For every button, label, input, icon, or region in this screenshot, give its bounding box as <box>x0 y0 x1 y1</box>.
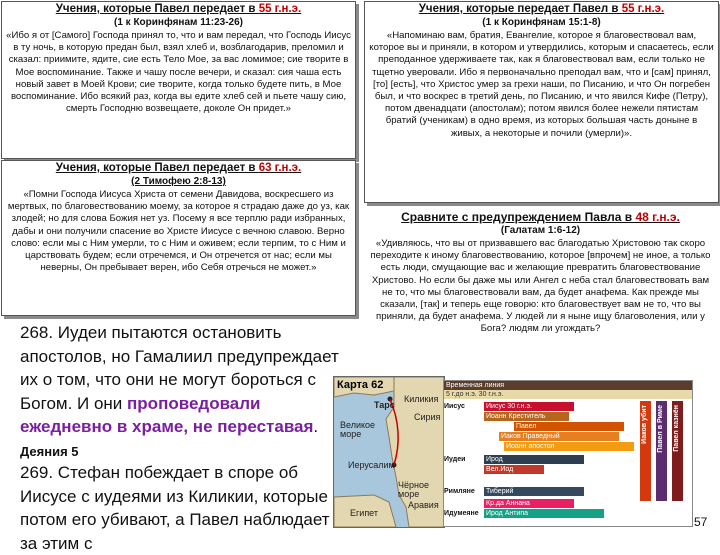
box-timothy-2 <box>1 160 356 316</box>
timeline-bar: Ирод <box>484 455 584 464</box>
timeline-label: Иисус <box>444 403 465 410</box>
timeline-header: Временная линия <box>444 381 692 390</box>
label-syria: Сирия <box>414 412 441 422</box>
label-tars: Тарс <box>374 400 395 410</box>
timeline-vertical-bar: Иаков убит <box>640 401 651 501</box>
box-title-galatians: Сравните с предупреждением Павла в 48 г.н.э. <box>401 210 680 224</box>
timeline-bar: Иоанн Креститель <box>484 412 569 421</box>
label-sea: Великое море <box>340 420 376 439</box>
year-63: 63 г.н.э. <box>258 162 302 174</box>
timeline-vertical-bar: Павел казнён <box>672 401 683 501</box>
acts-reference: Деяния 5 <box>20 443 79 459</box>
timeline-bar: Тиберий <box>484 487 584 496</box>
highlighted-phrase: проповедовали ежедневно в храме, не переставая <box>20 393 314 436</box>
label-dead-sea: Чёрное море <box>398 480 429 499</box>
scripture-reference: (1 к Коринфянам 11:23-26) <box>114 17 243 28</box>
timeline-chart <box>443 380 693 527</box>
paragraph-269: 269. Стефан побеждает в споре об Иисусе с иудеями из Киликии, которые потом его убивают, а Павел наблюдает за этим с <box>20 463 330 553</box>
box-title-timothy: Учения, которые Павел передает в 63 г.н.э. <box>55 162 302 174</box>
timeline-years: 5 г.до н.э. 30 г.н.э. <box>444 390 692 399</box>
timeline-vertical-bar: Павел в Риме <box>656 401 667 501</box>
year-55: 55 г.н.э. <box>258 3 302 15</box>
scripture-reference: (1 к Коринфянам 15:1-8) <box>482 17 601 28</box>
timeline-label: Идумеяне <box>444 510 479 517</box>
timeline-bar: Вел.Иод <box>484 465 544 474</box>
map-62 <box>333 376 445 528</box>
year-55: 55 г.н.э. <box>621 3 665 15</box>
label-arabia: Аравия <box>408 500 439 510</box>
scripture-text: «Удивляюсь, что вы от призвавшего вас благодатью Христовою так скоро переходите к иному благовествованию, которое [впрочем] не иное, а только есть люди, смущающие вас и желающие превратить благовествование Христово. Но если бы даже мы или Ангел с неба стал благовествовать вам не то, что мы благовествовали вам, да будет анафема. Как прежде мы сказали, [так] и теперь еще говорю: кто благовествует вам не то, что вы приняли, да будет анафема. У людей ли я ныне ищу благоволения, или у Бога? людям ли угождать? <box>370 238 711 335</box>
timeline-bar: Иисус 30 г.н.э. <box>484 402 574 411</box>
page-number: 57 <box>694 515 708 529</box>
timeline-bar: Кр.да Аннана <box>484 499 574 508</box>
map-title: Карта 62 <box>337 379 384 391</box>
box-galatians <box>364 210 717 375</box>
box-title-corinthians-11: Учения, которые Павел передает в 55 г.н.э. <box>55 3 302 15</box>
scripture-text: «Ибо я от [Самого] Господа принял то, что и вам передал, что Господь Иисус в ту ночь, в которую предан был, взял хлеб и, возблагодарив, преломил и сказал: приимите, ядите, сие есть Тело Мое, за вас ломимое; сие творите в Мое воспоминание. Также и чашу после вечери, и сказал: сия чаша есть новый завет в Моей Крови; сие творите, когда только будете пить, в Мое воспоминание. Ибо всякий раз, когда вы едите хлеб сей и пьете чашу сию, смерть Господню возвещаете, доколе Он придет.» <box>6 30 351 115</box>
label-jerusalem: Иерусалим <box>348 460 395 470</box>
timeline-bar: Ирод Антипа <box>484 509 604 518</box>
scripture-text: «Помни Господа Иисуса Христа от семени Давидова, воскресшего из мертвых, по благовествованию моему, за которое я страдаю даже до уз, как злодей; но для слова Божия нет уз. Посему я все терплю ради избранных, дабы и они получили спасение во Христе Иисусе с вечною славою. Верно слово: если мы с Ним умерли, то с Ним и оживем; если терпим, то с Ним и царствовать будем; если отречемся, и Он отречется от нас; если мы неверны, Он пребывает верен, ибо Себя отречься не может.» <box>7 189 350 274</box>
paragraph-268: 268. Иудеи пытаются остановить апостолов, но Гамалиил предупреждает их о том, что они не могут бороться с Богом. И они проповедовали ежедневно в храме, не переставая. Деяния 5 <box>20 323 339 459</box>
scripture-reference: (Галатам 1:6-12) <box>500 225 581 236</box>
box-corinthians-15 <box>364 1 719 203</box>
label-egypt: Египет <box>350 508 379 518</box>
box-corinthians-11 <box>1 1 356 159</box>
timeline-bar: Иаков Праведный <box>499 432 619 441</box>
timeline-label: Иудеи <box>444 456 466 463</box>
year-48: 48 г.н.э. <box>635 210 680 224</box>
timeline-label: Римляне <box>444 488 475 495</box>
scripture-text: «Напоминаю вам, братия, Евангелие, которое я благовествовал вам, которое вы и приняли, в котором и утвердились, которым и спасаетесь, если преподанное удерживаете так, как я благовествовал вам, если только не тщетно уверовали. Ибо я первоначально преподал вам, что и [сам] принял, [то] [есть], что Христос умер за грехи наши, по Писанию, и что Он погребен был, и что воскрес в третий день, по Писанию, и что явился Кифе (Петру), потом двенадцати (апостолам); потом явился более нежели пятистам братий (ученикам) в одно время, из которых большая часть доныне в живых, а некоторые и почили (умерли)». <box>369 30 714 139</box>
box-title-corinthians-15: Учения, которые передает Павел в 55 г.н.э. <box>418 3 665 15</box>
timeline-bar: Павел <box>514 422 624 431</box>
timeline-bar: Иоанн апостол <box>504 442 634 451</box>
scripture-reference: (2 Тимофею 2:8-13) <box>131 176 226 187</box>
label-cilicia: Киликия <box>404 394 439 404</box>
